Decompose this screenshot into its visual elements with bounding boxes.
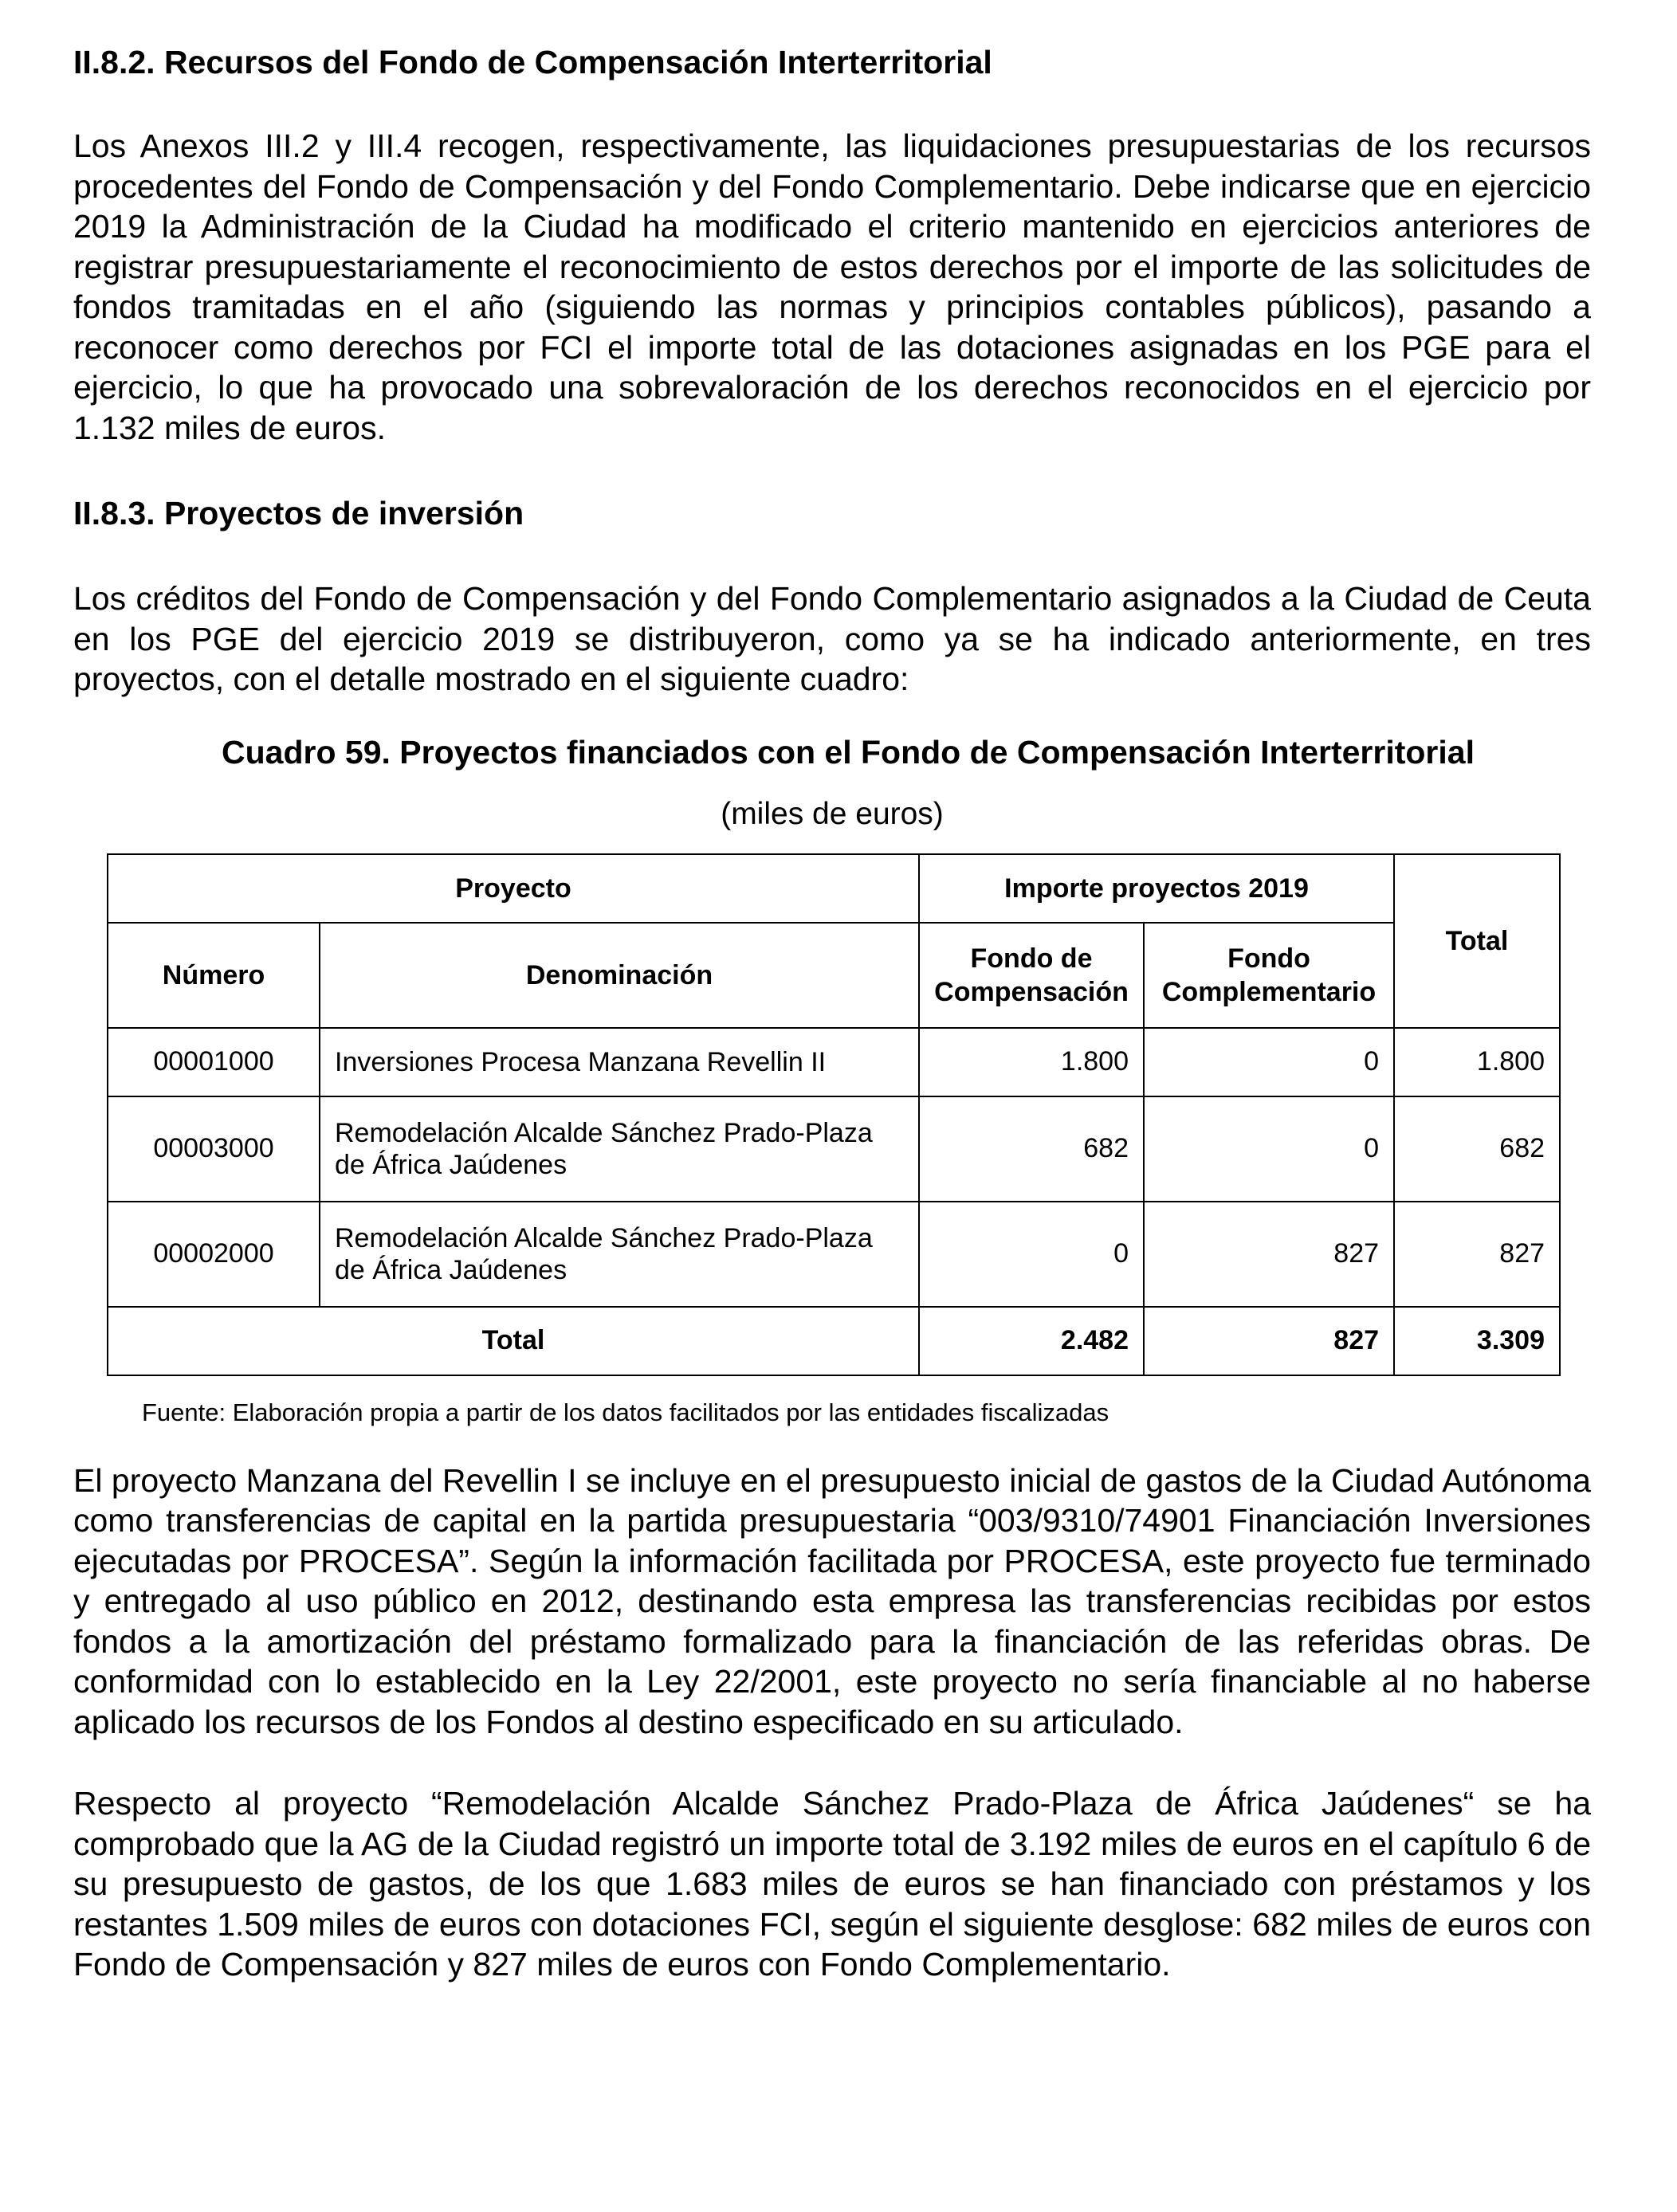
- cell-numero: 00003000: [108, 1096, 320, 1202]
- table-total-row: [108, 1307, 1560, 1375]
- table-row: [108, 1096, 1560, 1202]
- paragraph-recursos: Los Anexos III.2 y III.4 recogen, respectivamente, las liquidaciones presupuestarias de los recursos procedentes del Fondo de Compensación y del Fondo Complementario. Debe indicarse que en ejercicio 2019 la Administración de la Ciudad ha modificado el criterio mantenido en ejercicios anteriores de registrar presupuestariamente el reconocimiento de estos derechos por el importe de las solicitudes de fondos tramitadas en el año (siguiendo las normas y principios contables públicos), pasando a reconocer como derechos por FCI el importe total de las dotaciones asignadas en los PGE para el ejercicio, lo que ha provocado una sobrevaloración de los derechos reconocidos en el ejercicio por 1.132 miles de euros.: [73, 127, 1591, 446]
- header-denominacion: Denominación: [320, 923, 919, 1028]
- section-heading-recursos: II.8.2. Recursos del Fondo de Compensación Interterritorial: [73, 44, 992, 80]
- cell-complementario: 0: [1144, 1096, 1394, 1202]
- paragraph-proyectos: Los créditos del Fondo de Compensación y del Fondo Complementario asignados a la Ciudad de Ceuta en los PGE del ejercicio 2019 se distribuyeron, como ya se ha indicado anteriormente, en tres proyectos, con el detalle mostrado en el siguiente cuadro:: [73, 580, 1591, 697]
- paragraph-revellin: El proyecto Manzana del Revellin I se incluye en el presupuesto inicial de gastos de la Ciudad Autónoma como transferencias de capital en la partida presupuestaria “003/9310/74901 Financiación Inversiones ejecutadas por PROCESA”. Según la información facilitada por PROCESA, este proyecto fue terminado y entregado al uso público en 2012, destinando esta empresa las transferencias recibidas por estos fondos a la amortización del préstamo formalizado para la financiación de las referidas obras. De conformidad con lo establecido en la Ley 22/2001, este proyecto no sería financiable al no haberse aplicado los recursos de los Fondos al destino especificado en su articulado.: [73, 1461, 1591, 1740]
- projects-table: [107, 853, 1561, 1376]
- table-units: (miles de euros): [721, 796, 944, 831]
- cell-compensacion: 682: [919, 1096, 1144, 1202]
- table-header-row: [108, 854, 1560, 923]
- cell-compensacion: 0: [919, 1202, 1144, 1307]
- table-source: Fuente: Elaboración propia a partir de los datos facilitados por las entidades fiscalizadas: [142, 1398, 1109, 1426]
- header-fondo-compensacion: Fondo de Compensación: [919, 923, 1144, 1028]
- cell-total: 682: [1394, 1096, 1560, 1202]
- document-page: [73, 41, 1591, 1985]
- total-complementario: 827: [1144, 1307, 1394, 1375]
- cell-compensacion: 1.800: [919, 1028, 1144, 1096]
- cell-complementario: 827: [1144, 1202, 1394, 1307]
- table-subheader-row: [108, 923, 1560, 1028]
- cell-total: 827: [1394, 1202, 1560, 1307]
- section-heading-proyectos: II.8.3. Proyectos de inversión: [73, 495, 524, 531]
- table-caption: Cuadro 59. Proyectos financiados con el Fondo de Compensación Interterritorial: [222, 733, 1475, 771]
- total-total: 3.309: [1394, 1307, 1560, 1375]
- cell-denominacion: Remodelación Alcalde Sánchez Prado-Plaza de África Jaúdenes: [320, 1202, 919, 1307]
- cell-denominacion: Remodelación Alcalde Sánchez Prado-Plaza de África Jaúdenes: [320, 1096, 919, 1202]
- header-importe: Importe proyectos 2019: [919, 854, 1394, 923]
- cell-total: 1.800: [1394, 1028, 1560, 1096]
- cell-numero: 00002000: [108, 1202, 320, 1307]
- header-total: Total: [1394, 854, 1560, 1028]
- cell-complementario: 0: [1144, 1028, 1394, 1096]
- table-row: [108, 1202, 1560, 1307]
- table-row: [108, 1028, 1560, 1096]
- total-label: Total: [108, 1307, 919, 1375]
- header-proyecto: Proyecto: [108, 854, 919, 923]
- paragraph-remodelacion: Respecto al proyecto “Remodelación Alcalde Sánchez Prado-Plaza de África Jaúdenes“ se ha comprobado que la AG de la Ciudad registró un importe total de 3.192 miles de euros en el capítulo 6 de su presupuesto de gastos, de los que 1.683 miles de euros se han financiado con préstamos y los restantes 1.509 miles de euros con dotaciones FCI, según el siguiente desglose: 682 miles de euros con Fondo de Compensación y 827 miles de euros con Fondo Complementario.: [73, 1785, 1591, 1983]
- cell-denominacion: Inversiones Procesa Manzana Revellin II: [320, 1028, 919, 1096]
- total-compensacion: 2.482: [919, 1307, 1144, 1375]
- header-numero: Número: [108, 923, 320, 1028]
- cell-numero: 00001000: [108, 1028, 320, 1096]
- header-fondo-complementario: Fondo Complementario: [1144, 923, 1394, 1028]
